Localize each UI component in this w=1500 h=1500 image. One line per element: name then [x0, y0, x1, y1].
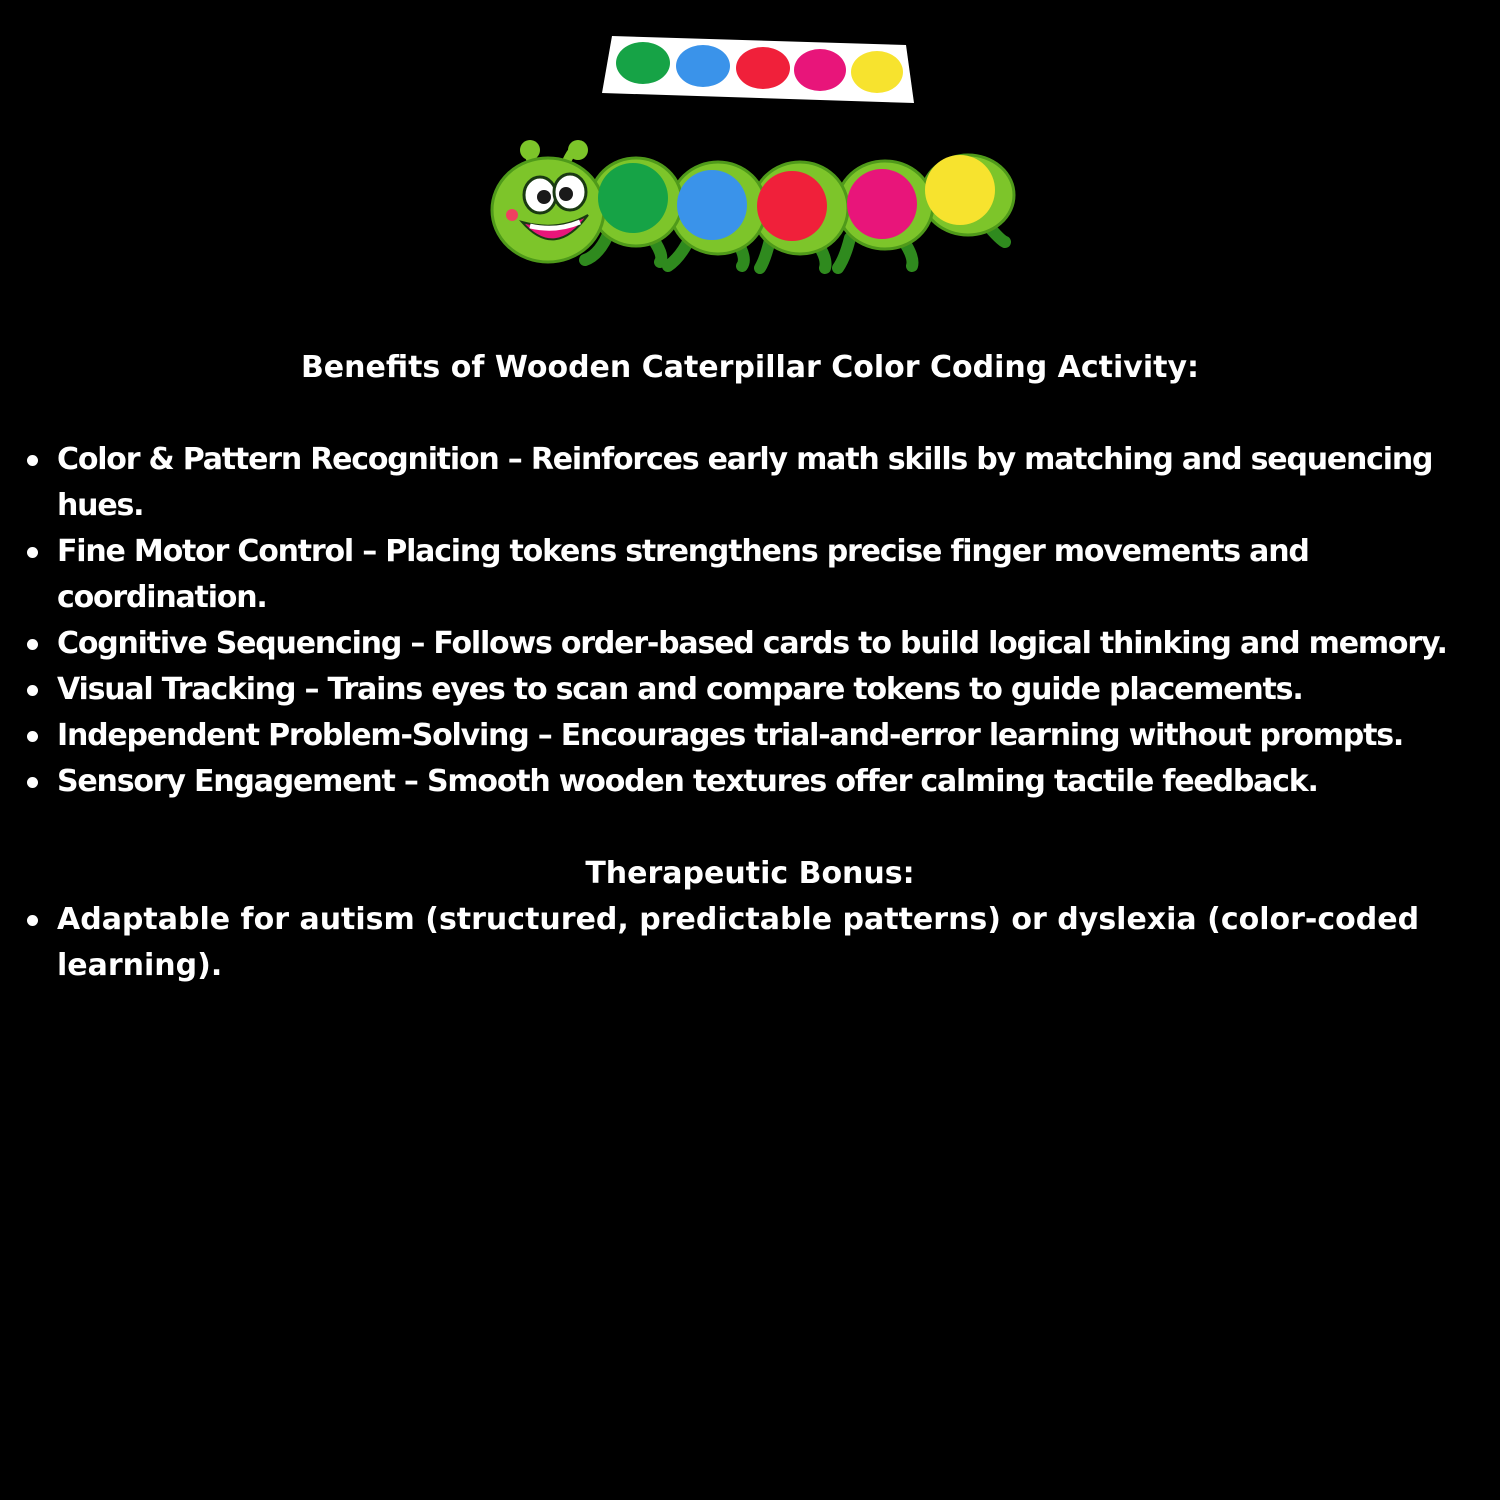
benefits-list: [0, 437, 1500, 805]
spacer: [0, 805, 1500, 851]
card-dot-green: [616, 42, 670, 84]
card-dot-red: [736, 47, 790, 89]
text-content: [0, 345, 1500, 989]
token-blue: [677, 170, 747, 240]
color-sequence-card: [602, 36, 914, 103]
list-item: Color & Pattern Recognition – Reinforces early math skills by matching and sequencing hues.: [57, 437, 1500, 529]
card-dot-yellow: [851, 51, 903, 93]
bonus-list: [0, 897, 1500, 989]
token-green: [598, 163, 668, 233]
card-dot-blue: [676, 45, 730, 87]
list-item: Adaptable for autism (structured, predictable patterns) or dyslexia (color-coded learning).: [57, 897, 1500, 989]
token-red: [757, 171, 827, 241]
list-item: Cognitive Sequencing – Follows order-based cards to build logical thinking and memory.: [57, 621, 1500, 667]
card-dot-pink: [794, 49, 846, 91]
bonus-heading: Therapeutic Bonus:: [585, 856, 915, 891]
product-photo: [0, 0, 1500, 300]
list-item: Sensory Engagement – Smooth wooden textures offer calming tactile feedback.: [57, 759, 1500, 805]
token-pink: [847, 169, 917, 239]
wooden-caterpillar: [492, 140, 1014, 268]
spacer: [0, 391, 1500, 437]
list-item: Fine Motor Control – Placing tokens strengthens precise finger movements and coordination.: [57, 529, 1500, 621]
list-item: Visual Tracking – Trains eyes to scan and compare tokens to guide placements.: [57, 667, 1500, 713]
list-item: Independent Problem-Solving – Encourages trial-and-error learning without prompts.: [57, 713, 1500, 759]
benefits-heading: Benefits of Wooden Caterpillar Color Coding Activity:: [300, 350, 1200, 385]
token-yellow: [925, 155, 995, 225]
